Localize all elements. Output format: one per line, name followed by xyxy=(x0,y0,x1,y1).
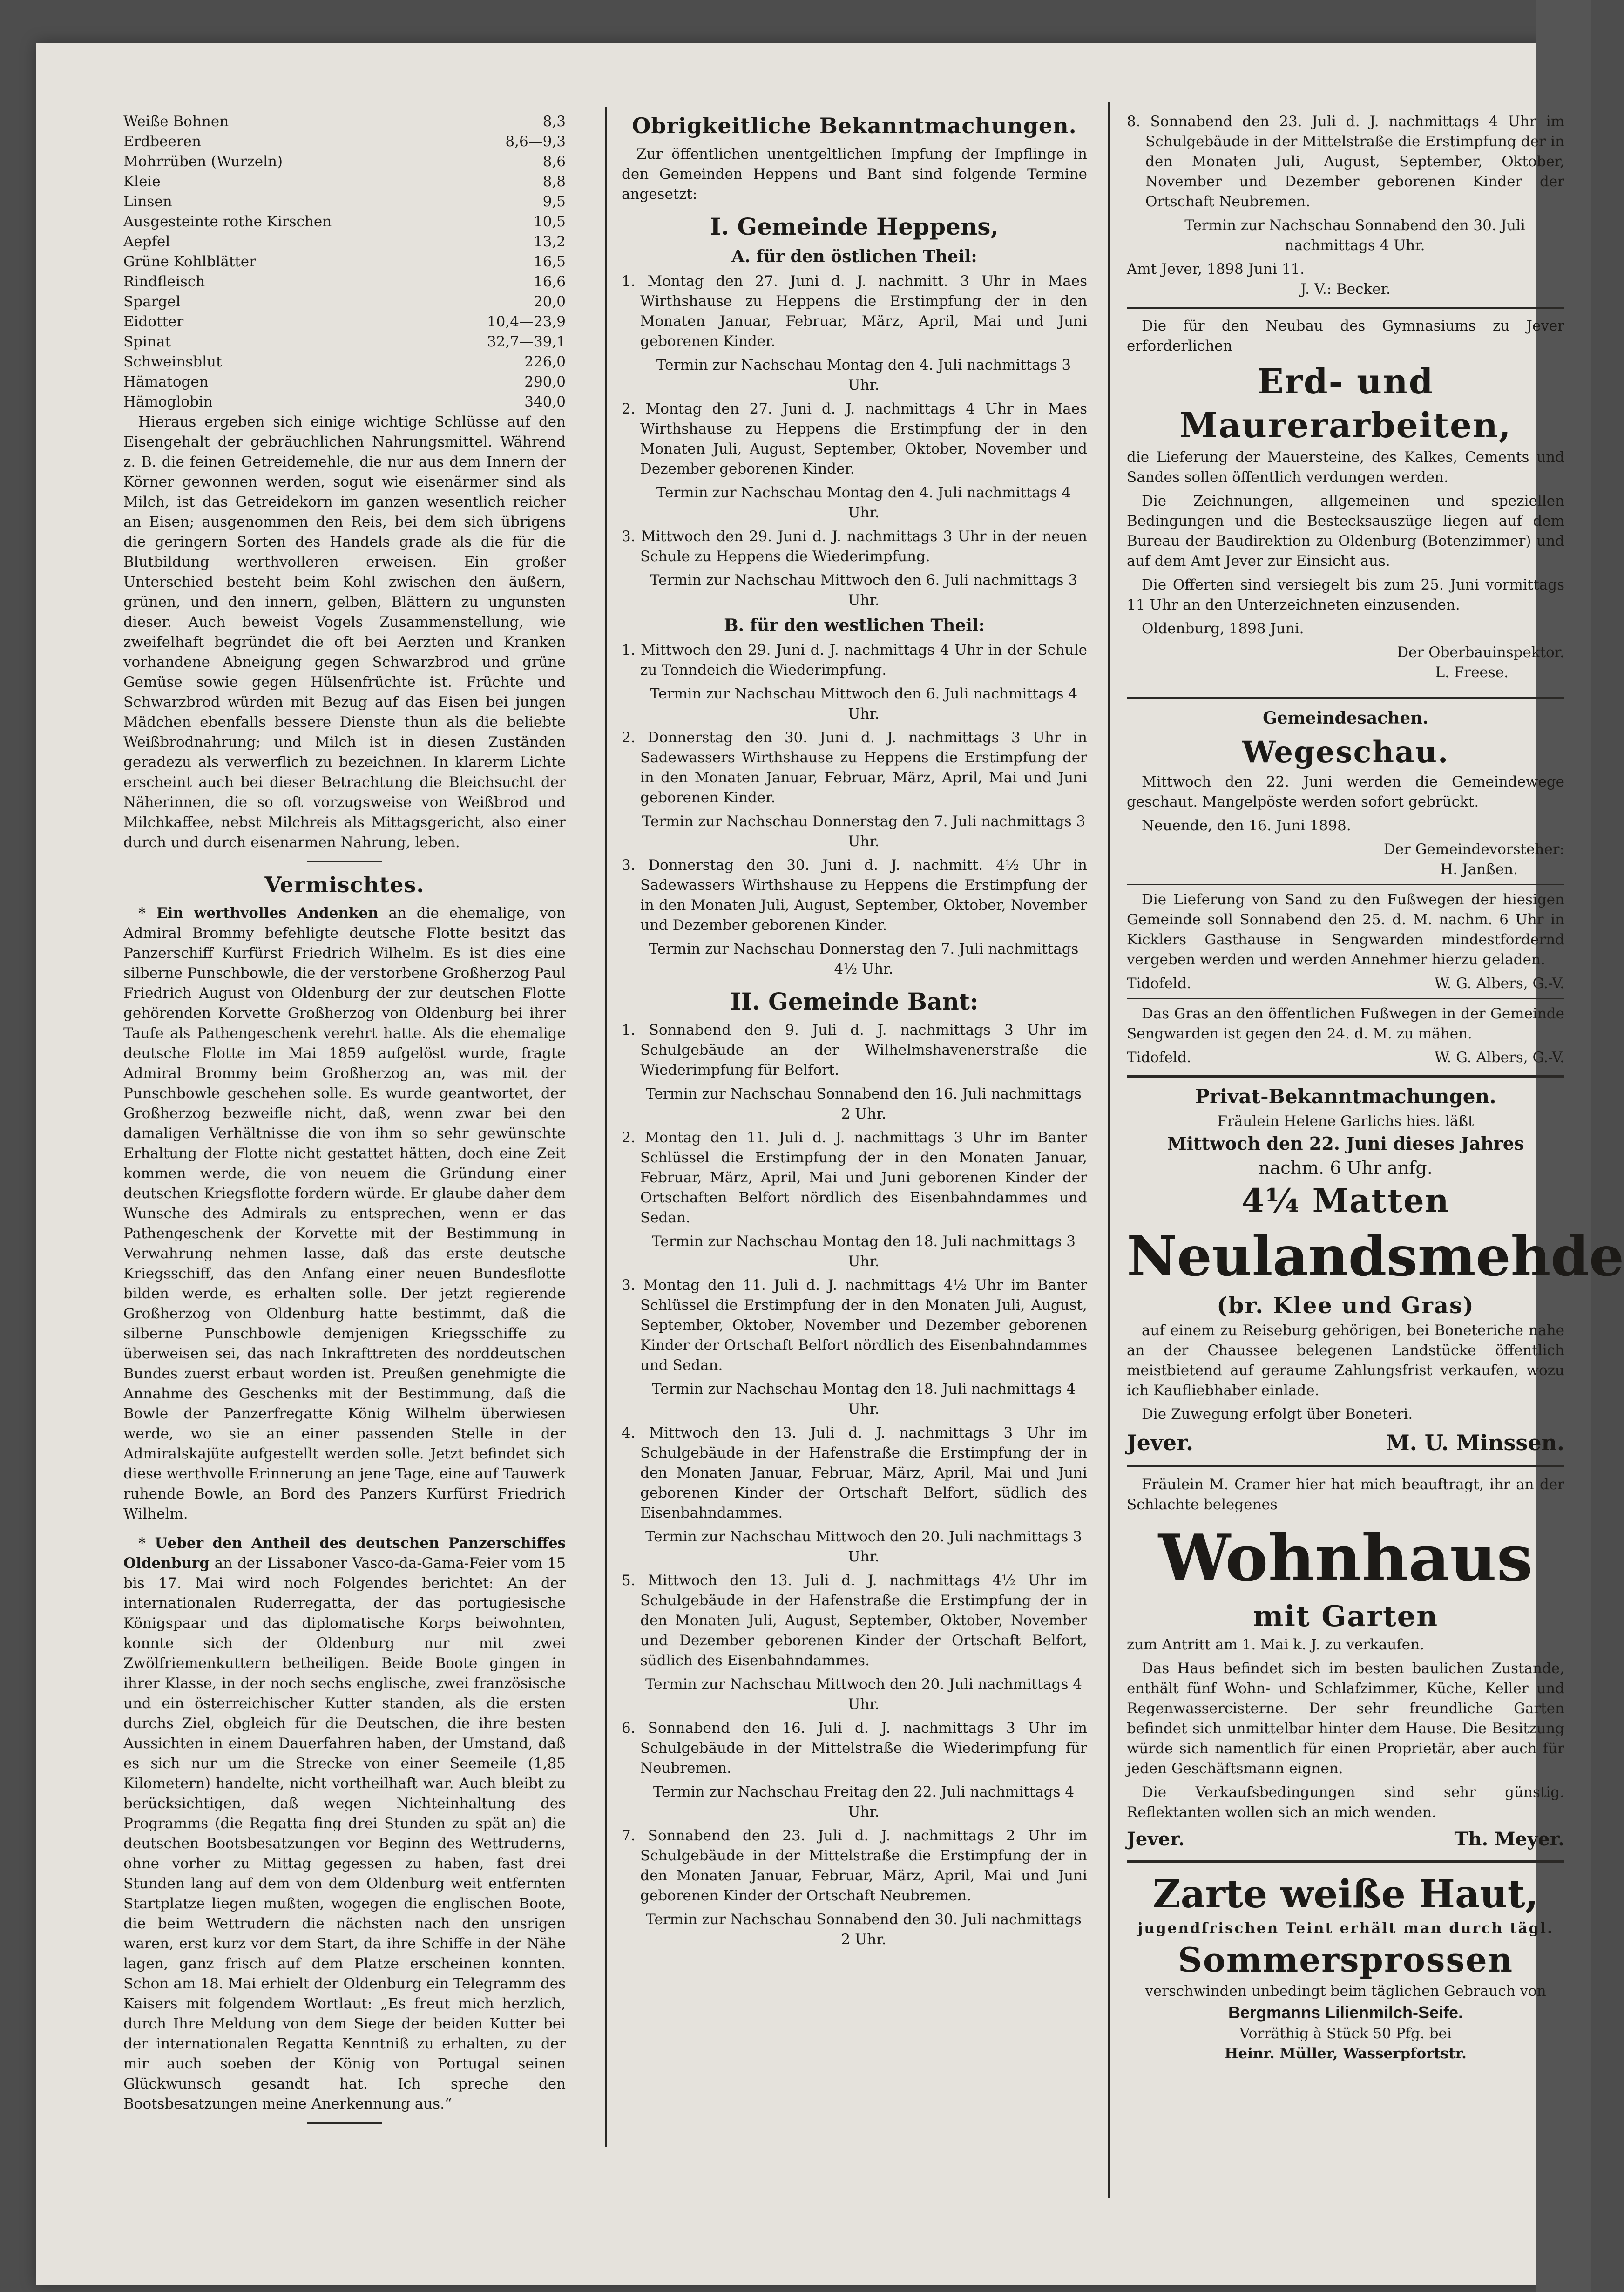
meyer-sign: Th. Meyer. xyxy=(1454,1828,1564,1850)
jever-place-2: Jever. xyxy=(1127,1828,1185,1850)
sand-sign-line xyxy=(1127,974,1564,994)
iron-value: 8,8 xyxy=(542,173,566,190)
food-name: Eidotter xyxy=(123,313,184,330)
iron-value: 10,5 xyxy=(533,213,566,230)
table-row xyxy=(123,232,566,252)
story-andenken xyxy=(123,903,566,1524)
iron-value: 340,0 xyxy=(524,393,566,410)
garlichs-intro: Fräulein Helene Garlichs hies. läßt xyxy=(1217,1113,1474,1130)
iron-value: 16,6 xyxy=(533,273,566,290)
table-row xyxy=(123,252,566,272)
privat-heading: Privat-Bekanntmachungen. xyxy=(1195,1085,1496,1108)
food-name: Erdbeeren xyxy=(123,133,201,150)
sommer-title: Sommersprossen xyxy=(1177,1940,1514,1980)
iron-value: 10,4—23,9 xyxy=(487,313,566,330)
impf-term: Termin zur Nachschau Montag den 4. Juli nachmittags 3 Uhr. xyxy=(656,357,1071,393)
gym-text3: Die Offerten sind versiegelt bis zum 25. Juni vormittags 11 Uhr an den Unterzeichneten einzusenden. xyxy=(1127,576,1564,613)
matten-title: 4¼ Matten xyxy=(1241,1181,1450,1220)
impf-term: Termin zur Nachschau Freitag den 22. Juli nachmittags 4 Uhr. xyxy=(653,1783,1075,1820)
garten-subtitle: mit Garten xyxy=(1252,1599,1439,1633)
food-name: Kleie xyxy=(123,173,161,190)
mueller-line: Heinr. Müller, Wasserpfortstr. xyxy=(1225,2045,1467,2062)
table-row xyxy=(123,352,566,372)
divider xyxy=(1127,884,1564,885)
impf-item: 2. Donnerstag den 30. Juni d. J. nachmittags 3 Uhr in Sadewassers Wirthshause zu Heppens die Erstimpfung der in den Monaten Januar, Februar, März, April, Mai und Juni geborenen Kinder. xyxy=(622,729,1087,806)
table-row xyxy=(123,272,566,292)
iron-value: 13,2 xyxy=(533,233,566,250)
story-andenken-text: an die ehemalige, von Admiral Brommy befehligte deutsche Flotte besitzt das Panzerschiff Kurfürst Friedrich Wilhelm. Es ist dies eine silberne Punschbowle, die der verstorbene Großherzog Paul Friedrich August von Oldenburg der zur deutschen Flotte gehörenden Korvette Großherzog von Oldenburg bei ihrer Taufe als Pathengeschenk verehrt hatte. Als die ehemalige deutsche Flotte im Mai 1859 aufgelöst wurde, fragte Admiral Brommy beim Großherzog an, was mit der Punschbowle geschehen solle. Es wurde geantwortet, der Großherzog bezweifle nicht, daß, wenn zwar bei den damaligen Verhältnisse die von ihm so sehr gewünschte Erhaltung der Flotte nicht gestattet hätten, doch eine Zeit kommen werde, die von neuem die Gründung einer deutschen Kriegsflotte fordern würde. Er glaube daher dem Wunsche des Admirals zu entsprechen, wenn er das Pathengeschenk der Korvette mit der Bestimmung in Verwahrung nehmen lasse, daß das erste deutsche Kriegsschiff, das den Anfang einer neuen Bundesflotte bilden werde, es erhalten solle. Der jetzt regierende Großherzog von Oldenburg hatte bestimmt, daß die silberne Punschbowle demjenigen Kriegsschiffe zu überweisen sei, das nach Inkrafttreten des norddeutschen Bundes zuerst erbaut worden ist. Preußen genehmigte die Annahme des Geschenks mit der Bestimmung, daß die Bowle der Panzerfregatte König Wilhelm überwiesen werde, wo sie an einer passenden Stelle in der Admiralskajüte aufgestellt werden solle. Jetzt befindet sich diese werthvolle Erinnerung an jene Tage, eine auf Tauwerk ruhende Bowle, an Bord des Panzers Kurfürst Friedrich Wilhelm. xyxy=(123,905,566,1522)
amt-date: Amt Jever, 1898 Juni 11. xyxy=(1127,261,1305,278)
gras-text: Das Gras an den öffentlichen Fußwegen in der Gemeinde Sengwarden ist gegen den 24. d. M. zu mähen. xyxy=(1127,1005,1564,1042)
divider xyxy=(1127,998,1564,999)
bant-item-8-term: Termin zur Nachschau Sonnabend den 30. Juli nachmittags 4 Uhr. xyxy=(1184,217,1525,254)
gras-sign: W. G. Albers, G.-V. xyxy=(1435,1049,1564,1066)
impf-item: 6. Sonnabend den 16. Juli d. J. nachmittags 3 Uhr im Schulgebäude in der Mittelstraße die Wiederimpfung für Neubremen. xyxy=(622,1720,1087,1777)
wohn-antritt: zum Antritt am 1. Mai k. J. zu verkaufen. xyxy=(1127,1636,1424,1653)
food-name: Mohrrüben (Wurzeln) xyxy=(123,153,283,170)
impf-term: Termin zur Nachschau Mittwoch den 6. Juli nachmittags 3 Uhr. xyxy=(650,572,1078,609)
cramer-intro: Fräulein M. Cramer hier hat mich beauftragt, ihr an der Schlachte belegenes xyxy=(1127,1476,1564,1513)
food-name: Hämoglobin xyxy=(123,393,213,410)
food-name: Ausgesteinte rothe Kirschen xyxy=(123,213,332,230)
impf-term: Termin zur Nachschau Mittwoch den 20. Juli nachmittags 4 Uhr. xyxy=(645,1676,1082,1713)
impf-item: 7. Sonnabend den 23. Juli d. J. nachmittags 2 Uhr im Schulgebäude in der Mittelstraße die Erstimpfung der in den Monaten Januar, Februar, März, April, Mai und Juni geborenen Kinder der Ortschaft Neubremen. xyxy=(622,1827,1087,1904)
gras-sign-line xyxy=(1127,1048,1564,1068)
divider xyxy=(1127,1075,1564,1078)
impf-intro: Zur öffentlichen unentgeltlichen Impfung der Impflinge in den Gemeinden Heppens und Bant sind folgende Termine angesetzt: xyxy=(622,146,1087,203)
food-name: Spinat xyxy=(123,333,171,350)
food-name: Hämatogen xyxy=(123,373,209,390)
column-3 xyxy=(1127,112,1624,2064)
obrigkeitliche-heading: Obrigkeitliche Bekanntmachungen. xyxy=(632,113,1077,138)
food-name: Schweinsblut xyxy=(123,353,222,370)
iron-value: 32,7—39,1 xyxy=(487,333,566,350)
food-name: Spargel xyxy=(123,293,181,310)
impf-item: 3. Donnerstag den 30. Juni d. J. nachmitt. 4½ Uhr in Sadewassers Wirthshause zu Heppens die Erstimpfung der in den Monaten Juli, August, September, Oktober, November und Dezember geborenen Kinder. xyxy=(622,857,1087,934)
neuland-text2: Die Zuwegung erfolgt über Boneteri. xyxy=(1142,1406,1413,1423)
minssen-line xyxy=(1127,1428,1564,1457)
food-name: Linsen xyxy=(123,193,172,210)
neuland-text: auf einem zu Reiseburg gehörigen, bei Boneteriche nahe an der Chaussee belegenen Landstücke öffentlich meistbietend auf geraume Zahlungsfrist verkaufen, wozu ich Kaufliebhaber einlade. xyxy=(1127,1322,1564,1399)
sand-sign: W. G. Albers, G.-V. xyxy=(1435,975,1564,992)
table-row xyxy=(123,132,566,152)
divider xyxy=(1127,1465,1564,1467)
impf-term: Termin zur Nachschau Mittwoch den 6. Juli nachmittags 4 Uhr. xyxy=(650,685,1078,722)
gym-title: Erd- und Maurerarbeiten, xyxy=(1179,362,1512,446)
story-oldenburg-title: * Ueber den Antheil des deutschen Panzerschiffes Oldenburg xyxy=(123,1535,566,1572)
teint-line: jugendfrischen Teint erhält man durch tägl. xyxy=(1137,1920,1554,1937)
gym-sign2: L. Freese. xyxy=(1435,664,1509,681)
iron-content-table xyxy=(123,112,566,412)
gym-text2: Die Zeichnungen, allgemeinen und speziellen Bedingungen und die Bestecksauszüge liegen auf dem Bureau der Baudirektion zu Oldenburg (Botenzimmer) und auf dem Amt Jever zur Einsicht aus. xyxy=(1127,493,1564,570)
garlichs-time: nachm. 6 Uhr anfg. xyxy=(1259,1158,1433,1178)
iron-value: 8,3 xyxy=(542,113,566,130)
west-title: B. für den westlichen Theil: xyxy=(724,616,985,635)
divider-end xyxy=(307,2122,382,2124)
food-name: Weiße Bohnen xyxy=(123,113,229,130)
wegeschau-title: Wegeschau. xyxy=(1242,735,1449,770)
column-rule-1 xyxy=(605,107,607,2147)
zarte-title: Zarte weiße Haut, xyxy=(1152,1872,1539,1917)
impf-item: 3. Mittwoch den 29. Juni d. J. nachmittags 3 Uhr in der neuen Schule zu Heppens die Wiederimpfung. xyxy=(622,528,1087,565)
impf-term: Termin zur Nachschau Montag den 18. Juli nachmittags 3 Uhr. xyxy=(651,1233,1076,1270)
gym-intro: Die für den Neubau des Gymnasiums zu Jever erforderlichen xyxy=(1127,318,1564,354)
bant-title: II. Gemeinde Bant: xyxy=(730,988,979,1015)
klee-subtitle: (br. Klee und Gras) xyxy=(1217,1293,1475,1319)
impf-item: 2. Montag den 27. Juni d. J. nachmittags 4 Uhr in Maes Wirthshause zu Heppens die Erstimpfung der in den Monaten Juli, August, September, Oktober, November und Dezember geborenen Kinder. xyxy=(622,400,1087,477)
wohn-text: Das Haus befindet sich im besten baulichen Zustande, enthält fünf Wohn- und Schlafzimmer, Küche, Keller und Regenwassercisterne. Der sehr freundliche Garten befindet sich unmittelbar hinter dem Hause. Die Besitzung würde sich namentlich für einen Proprietär, aber auch für jeden Geschäftsmann eignen. xyxy=(1127,1660,1564,1777)
table-row xyxy=(123,312,566,332)
impf-item: 1. Mittwoch den 29. Juni d. J. nachmittags 4 Uhr in der Schule zu Tonndeich die Wiederimpfung. xyxy=(622,642,1087,678)
divider xyxy=(307,861,382,862)
iron-value: 8,6 xyxy=(542,153,566,170)
impf-term: Termin zur Nachschau Montag den 18. Juli nachmittags 4 Uhr. xyxy=(651,1381,1076,1417)
story-oldenburg-text: an der Lissaboner Vasco-da-Gama-Feier vom 15 bis 17. Mai wird noch Folgendes berichtet: An der internationalen Ruderregatta, der das portugiesische Königspaar und das diplomatische Korps beiwohnten, konnte sich der Oldenburg nur mit zwei Zwölfriemenkuttern betheiligen. Beide Boote gingen in ihrer Klasse, in der noch sechs englische, zwei französische und ein österreichischer Kutter standen, als die ersten durchs Ziel, obgleich für die Deutschen, die ihre besten Aussichten in einem Dauerfahren haben, der Umstand, daß es sich nur um die Strecke von einer Seemeile (1,85 Kilometern) handelte, nicht vortheilhaft war. Auch bleibt zu berücksichtigen, daß wegen Nichteinhaltung des Programms (die Regatta fing drei Stunden zu spät an) die deutschen Bootsbesatzungen vor Beginn des Wettruderns, ohne vorher zu Mittag gegessen zu haben, fast drei Stunden lang auf dem von dem Oldenburg weit entfernten Startplatze liegen mußten, wogegen die englischen Boote, die beim Wettrudern die nächsten nach den unsrigen waren, erst kurz vor dem Start, da ihre Schiffe in der Nähe lagen, ganz frisch auf dem Platze erscheinen konnten. Schon am 18. Mai erhielt der Oldenburg ein Telegramm des Kaisers mit folgendem Wortlaut: „Es freut mich herzlich, durch Ihre Meldung von dem Siege der beiden Kutter bei der internationalen Regatta Kenntniß zu erhalten, zu der mir auch soeben der König von Portugal seinen Glückwunsch gesandt hat. Ich spreche den Bootsbesatzungen meine Anerkennung aus.“ xyxy=(123,1555,566,2112)
table-row xyxy=(123,392,566,412)
impf-term: Termin zur Nachschau Sonnabend den 30. Juli nachmittags 2 Uhr. xyxy=(646,1911,1082,1948)
bant-item-8: 8. Sonnabend den 23. Juli d. J. nachmittags 4 Uhr im Schulgebäude in der Mittelstraße die Erstimpfung der in den Monaten Juli, August, September, Oktober, November und Dezember geborenen Kinder der Ortschaft Neubremen. xyxy=(1127,113,1564,210)
nutrition-paragraph: Hieraus ergeben sich einige wichtige Schlüsse auf den Eisengehalt der gebräuchlichen Nahrungsmittel. Während z. B. die feinen Getreidemehle, die nur aus dem Innern der Körner gewonnen werden, sogut wie eisenärmer sind als Milch, ist das Getreidekorn im ganzen wesentlich reicher an Eisen; ausgenommen den Reis, bei dem sich übrigens die geringern Sorten des Handels grade als die für die Blutbildung werthvolleren erweisen. Ein großer Unterschied besteht beim Kohl zwischen den äußern, grünen, und den innern, gelben, Blättern zu ungunsten dieser. Auch beweist Vogels Zusammenstellung, wie zweifelhaft begründet die oft bei Aerzten und Kranken vorhandene Abneigung gegen Schwarzbrod und grüne Gemüse sowie gegen Hülsenfrüchte ist. Früchte und Schwarzbrod würden mit Bezug auf das Eisen bei jungen Mädchen ebenfalls bessere Dienste thun als die beliebte Weißbrodnahrung; und Milch ist in diesen Zuständen geradezu als verwerflich zu bezeichnen. In klarerm Lichte erscheint auch bei dieser Betrachtung die Bleichsucht der Näherinnen, die so oft vorzugsweise von Weißbrod und Milchkaffee, nebst Milchreis als Mittagsgericht, also einer durch und durch eisenarmen Nahrung, leben. xyxy=(123,414,566,851)
iron-value: 290,0 xyxy=(524,373,566,390)
table-row xyxy=(123,212,566,232)
impf-item: 1. Montag den 27. Juni d. J. nachmitt. 3 Uhr in Maes Wirthshause zu Heppens die Erstimpfung der in den Monaten Januar, Februar, März, April, Mai und Juni geborenen Kinder. xyxy=(622,273,1087,350)
table-row xyxy=(123,152,566,172)
table-row xyxy=(123,112,566,132)
food-name: Grüne Kohlblätter xyxy=(123,253,256,270)
impf-item: 3. Montag den 11. Juli d. J. nachmittags 4½ Uhr im Banter Schlüssel die Erstimpfung der in den Monaten Juli, August, September, Oktober, November und Dezember geborenen Kinder der Ortschaft Belfort nördlich des Eisenbahndammes und Sedan. xyxy=(622,1277,1087,1374)
sand-place: Tidofeld. xyxy=(1127,975,1191,992)
food-name: Rindfleisch xyxy=(123,273,205,290)
amt-sign: J. V.: Becker. xyxy=(1300,281,1391,298)
wohn-text2: Die Verkaufsbedingungen sind sehr günstig. Reflektanten wollen sich an mich wenden. xyxy=(1127,1784,1564,1821)
amt-date-line xyxy=(1127,259,1564,279)
impf-term: Termin zur Nachschau Montag den 4. Juli nachmittags 4 Uhr. xyxy=(656,484,1071,521)
table-row xyxy=(123,172,566,192)
impf-term: Termin zur Nachschau Donnerstag den 7. Juli nachmittags 3 Uhr. xyxy=(642,813,1086,850)
impf-term: Termin zur Nachschau Mittwoch den 20. Juli nachmittags 3 Uhr. xyxy=(645,1528,1082,1565)
impf-item: 1. Sonnabend den 9. Juli d. J. nachmittags 3 Uhr im Schulgebäude an der Wilhelmshavenerstraße die Wiederimpfung für Belfort. xyxy=(622,1022,1087,1078)
impf-term: Termin zur Nachschau Donnerstag den 7. Juli nachmittags 4½ Uhr. xyxy=(649,941,1079,977)
iron-value: 226,0 xyxy=(524,353,566,370)
impf-item: 4. Mittwoch den 13. Juli d. J. nachmittags 3 Uhr im Schulgebäude in der Hafenstraße die Erstimpfung der in den Monaten Januar, Februar, März, April, Mai und Juni geborenen Kinder der Ortschaft Belfort, südlich des Eisenbahndammes. xyxy=(622,1424,1087,1521)
vermischtes-heading: Vermischtes. xyxy=(264,872,425,897)
garlichs-date: Mittwoch den 22. Juni dieses Jahres xyxy=(1167,1133,1524,1154)
divider xyxy=(1127,307,1564,309)
story-oldenburg xyxy=(123,1533,566,2114)
wege-sign1: Der Gemeindevorsteher: xyxy=(1383,841,1564,858)
iron-value: 20,0 xyxy=(533,293,566,310)
bant-list xyxy=(622,1020,1087,1950)
sand-text: Die Lieferung von Sand zu den Fußwegen der hiesigen Gemeinde soll Sonnabend den 25. d. M. nachm. 6 Uhr in Kicklers Gasthause in Sengwarden mindestfordernd vergeben werden und werden Annehmer hierzu geladen. xyxy=(1127,891,1564,968)
table-row xyxy=(123,192,566,212)
neuland-title: Neulandsmehde xyxy=(1127,1224,1624,1288)
table-row xyxy=(123,332,566,352)
meyer-line xyxy=(1127,1826,1564,1852)
seife-name: Bergmanns Lilienmilch-Seife. xyxy=(1228,2003,1463,2022)
heppens-title: I. Gemeinde Heppens, xyxy=(710,213,999,240)
gras-place: Tidofeld. xyxy=(1127,1049,1191,1066)
seife-text: verschwinden unbedingt beim täglichen Gebrauch von xyxy=(1145,1983,1546,2000)
table-row xyxy=(123,292,566,312)
wohnhaus-title: Wohnhaus xyxy=(1158,1520,1533,1596)
gym-text: die Lieferung der Mauersteine, des Kalkes, Cements und Sandes sollen öffentlich verdungen werden. xyxy=(1127,449,1564,486)
column-rule-2 xyxy=(1108,102,1110,2198)
impf-item: 5. Mittwoch den 13. Juli d. J. nachmittags 4½ Uhr im Schulgebäude in der Hafenstraße die Erstimpfung der in den Monaten Juli, August, September, Oktober, November und Dezember geborenen Kinder der Ortschaft Belfort, südlich des Eisenbahndammes. xyxy=(622,1572,1087,1669)
divider xyxy=(1127,697,1564,699)
impf-item: 2. Montag den 11. Juli d. J. nachmittags 3 Uhr im Banter Schlüssel die Erstimpfung der in den Monaten Januar, Februar, März, April, Mai und Juni geborenen Kinder der Ortschaften Belfort nördlich des Eisenbahndammes und Sedan. xyxy=(622,1129,1087,1226)
table-row xyxy=(123,372,566,392)
iron-value: 16,5 xyxy=(533,253,566,270)
price-line: Vorräthig à Stück 50 Pfg. bei xyxy=(1239,2025,1452,2042)
iron-value: 9,5 xyxy=(542,193,566,210)
iron-value: 8,6—9,3 xyxy=(505,133,566,150)
wege-sign2: H. Janßen. xyxy=(1440,861,1518,878)
gym-date: Oldenburg, 1898 Juni. xyxy=(1142,620,1304,637)
east-list xyxy=(622,271,1087,610)
story-andenken-title: * Ein werthvolles Andenken xyxy=(138,905,379,922)
east-title: A. für den östlichen Theil: xyxy=(731,247,977,266)
food-name: Aepfel xyxy=(123,233,170,250)
gemeindesachen-heading: Gemeindesachen. xyxy=(1263,708,1428,728)
wege-place: Neuende, den 16. Juni 1898. xyxy=(1142,817,1351,834)
gym-sign1: Der Oberbauinspektor. xyxy=(1397,644,1564,661)
wege-text: Mittwoch den 22. Juni werden die Gemeindewege geschaut. Mangelpöste werden sofort gebrückt. xyxy=(1127,773,1564,810)
jever-place: Jever. xyxy=(1127,1430,1194,1455)
column-2 xyxy=(622,112,1087,1953)
west-list xyxy=(622,640,1087,979)
minssen-sign: M. U. Minssen. xyxy=(1386,1430,1564,1455)
impf-term: Termin zur Nachschau Sonnabend den 16. Juli nachmittags 2 Uhr. xyxy=(646,1085,1082,1122)
divider xyxy=(1127,1860,1564,1863)
column-1 xyxy=(123,112,566,2132)
